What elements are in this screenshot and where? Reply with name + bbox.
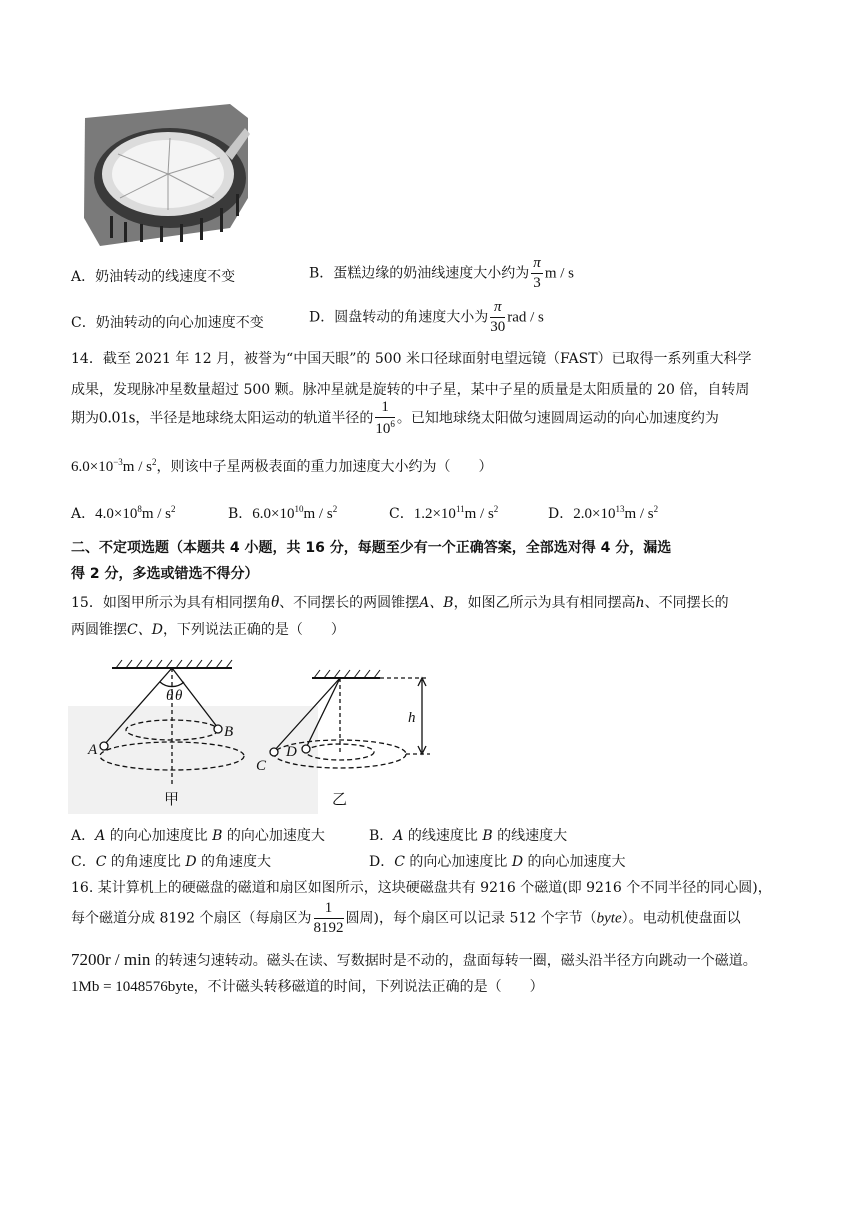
q15-line-2: 两圆锥摆C、D，下列说法正确的是（ ） — [71, 622, 345, 638]
q14-option-c: C．$1.2\times 10^{11}m / s^2$ — [389, 504, 499, 522]
q13-option-a: A．奶油转动的线速度不变 — [71, 269, 236, 285]
q15-option-c: C．C 的角速度比 D 的角速度大 — [71, 854, 272, 870]
q15-option-a: A．A 的向心加速度比 B 的向心加速度大 — [71, 828, 325, 844]
fig-theta-right: θ — [175, 688, 183, 704]
fig-label-a: A — [88, 742, 98, 758]
q13-option-d-fraction: $\frac{\pi}{30}$ — [490, 299, 506, 335]
q16-line-3: 7200r / min 的转速匀速转动。磁头在读、写数据时是不动的，盘面每转一圈，磁头沿半径方向跳动一个磁道。 — [71, 950, 757, 969]
q13-option-d-unit: rad / s — [507, 309, 544, 326]
q16-megabyte-eq: 1Mb = 1048576byte — [71, 979, 194, 995]
cake-photo — [80, 98, 250, 246]
q16-line-1: 16. 某计算机上的硬磁盘的磁道和扇区如图所示，这块硬磁盘共有 9216 个磁道(即 9216 个不同半径的同心圆)， — [71, 880, 772, 896]
q16-line-4: 1Mb = 1048576byte，不计磁头转移磁道的时间，下列说法正确的是（ ） — [71, 979, 544, 995]
q13-option-b-unit: m / s — [544, 265, 574, 282]
q16-line-2: 每个磁道分成 8192 个扇区（每扇区为 $\frac{1}{8192}$ 圆周)，每个扇区可以记录 512 个字节（byte）。电动机使盘面以 — [71, 900, 741, 936]
q15-pendulum-figure — [68, 658, 438, 816]
q14-acceleration: $6.0\times 10^{-3}m / s^2$ — [71, 457, 157, 475]
fig-label-d: D — [286, 744, 297, 760]
q14-period: 0.01s — [99, 407, 136, 427]
q13-option-c: C．奶油转动的向心加速度不变 — [71, 315, 264, 331]
q14-line-3-c: 。已知地球绕太阳做匀速圆周运动的向心加速度约为 — [396, 410, 719, 427]
q14-option-d: D．$2.0\times 10^{13}m / s^2$ — [548, 504, 659, 522]
q14-option-a: A．$4.0\times 10^8m / s^2$ — [71, 504, 176, 522]
q14-line-3 — [71, 400, 719, 437]
q14-line-3-b: ，半径是地球绕太阳运动的轨道半径的 — [135, 410, 374, 427]
q16-speed: 7200r / min — [71, 950, 151, 969]
q15-option-b: B．A 的线速度比 B 的线速度大 — [369, 828, 568, 844]
q14-line-3-a: 期为 — [71, 410, 99, 427]
q14-radius-fraction: $\frac{1}{10^6}$ — [375, 399, 395, 437]
q14-line-1: 14．截至 2021 年 12 月，被誉为“中国天眼”的 500 米口径球面射电望远镜（FAST）已取得一系列重大科学 — [71, 351, 752, 367]
q14-line-2: 成果，发现脉冲星数量超过 500 颗。脉冲星就是旋转的中子星，某中子星的质量是太阳质量的 20 倍，自转周 — [71, 382, 750, 398]
q13-option-d-text: D．圆盘转动的角速度大小为 — [309, 309, 489, 326]
q14-option-b: B．$6.0\times 10^{10}m / s^2$ — [228, 504, 338, 522]
q13-option-b-fraction: $\frac{\pi}{3}$ — [533, 255, 541, 291]
q15-line-1: 15．如图甲所示为具有相同摆角θ、不同摆长的两圆锥摆A、B，如图乙所示为具有相同摆高h、不同摆长的 — [71, 592, 729, 611]
q13-option-b-text: B．蛋糕边缘的奶油线速度大小约为 — [309, 265, 530, 282]
q14-line-4-text: ，则该中子星两极表面的重力加速度大小约为（ ） — [156, 459, 493, 475]
q16-sector-fraction: $\frac{1}{8192}$ — [313, 900, 344, 936]
q13-option-d — [309, 300, 544, 335]
q15-option-d: D．C 的向心加速度比 D 的向心加速度大 — [369, 854, 626, 870]
fig-caption-jia: 甲 — [164, 790, 180, 808]
fig-caption-yi: 乙 — [332, 790, 348, 808]
section-2-title-line-1: 二、不定项选题（本题共 4 小题，共 16 分，每题至少有一个正确答案，全部选对得 4 分，漏选 — [71, 540, 672, 556]
fig-theta-left: θ — [166, 688, 174, 704]
q13-option-b — [309, 256, 574, 291]
q14-line-4 — [71, 456, 492, 476]
fig-label-c: C — [256, 758, 267, 774]
fig-label-h: h — [408, 710, 416, 726]
section-2-title-line-2: 得 2 分，多选或错选不得分） — [71, 566, 259, 582]
fig-label-b: B — [224, 724, 234, 740]
